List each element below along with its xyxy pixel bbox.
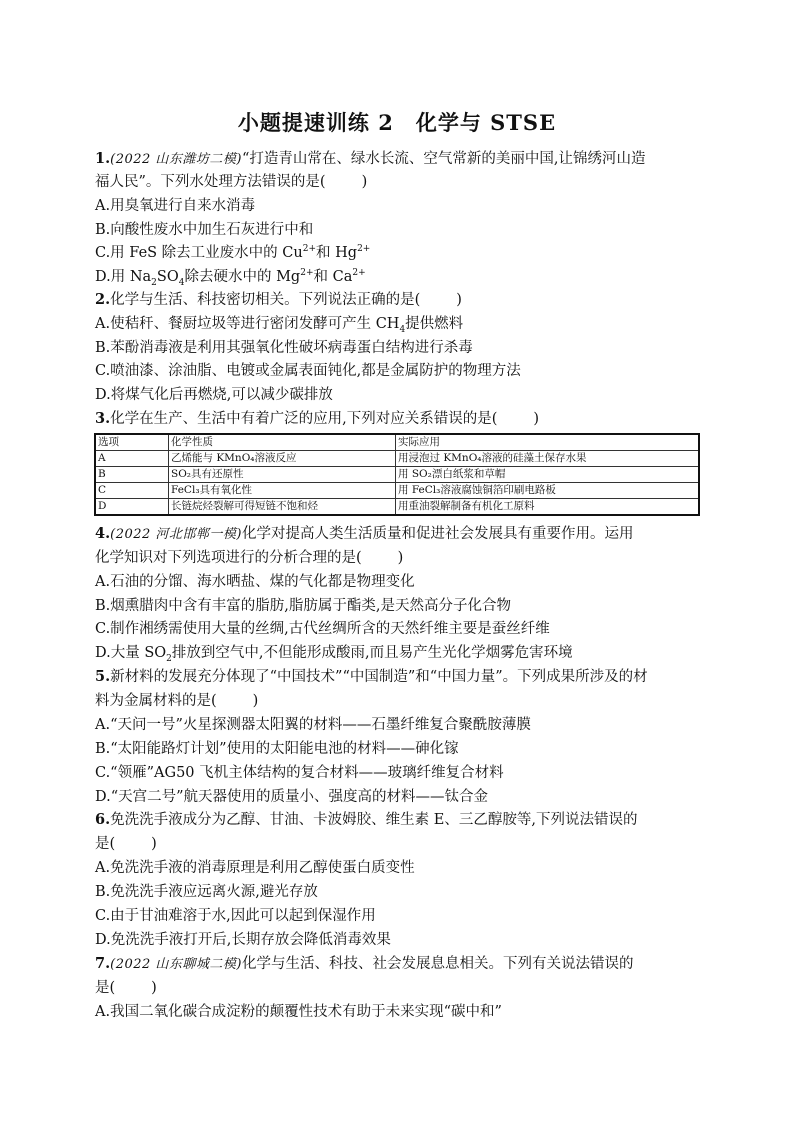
table-cell: B (95, 467, 169, 483)
q4-option-a: A.石油的分馏、海水晒盐、煤的气化都是物理变化 (95, 574, 415, 590)
q1-d-text: 除去硬水中的 Mg (184, 269, 301, 285)
table-header: 选项 (95, 434, 169, 451)
q2-option-b: B.苯酚消毒液是利用其强氧化性破坏病毒蛋白结构进行杀毒 (95, 340, 473, 356)
question-source: (2022 山东聊城二模) (110, 957, 243, 972)
q4-d-text: 排放到空气中,不但能形成酸雨,而且易产生光化学烟雾危害环境 (171, 645, 573, 661)
table-header-row (95, 434, 699, 451)
table-cell: 用重油裂解制备有机化工原料 (396, 499, 700, 516)
q6-option-d: D.免洗洗手液打开后,长期存放会降低消毒效果 (95, 932, 391, 948)
table-cell: 用 SO₂漂白纸浆和草帽 (396, 467, 700, 483)
q6-stem-line1 (95, 810, 637, 830)
q5-option-c: C.“领雁”AG50 飞机主体结构的复合材料——玻璃纤维复合材料 (95, 765, 504, 781)
q1-c-text: 和 Hg (316, 245, 358, 261)
table-row (95, 499, 699, 516)
q1-d-text: 和 Ca (313, 269, 353, 285)
q3-stem-text: 化学在生产、生活中有着广泛的应用,下列对应关系错误的是( (110, 411, 498, 427)
table-cell: 用浸泡过 KMnO₄溶液的硅藻土保存水果 (396, 451, 700, 467)
table-cell: FeCl₃具有氧化性 (169, 483, 396, 499)
table-header: 化学性质 (169, 434, 396, 451)
q1-option-a: A.用臭氧进行自来水消毒 (95, 198, 256, 214)
q1-stem-line2 (95, 172, 367, 192)
q2-option-a (95, 314, 463, 334)
question-number: 1. (95, 150, 111, 167)
question-number: 4. (95, 525, 111, 542)
table-cell: SO₂具有还原性 (169, 467, 396, 483)
q2-a-text: 提供燃料 (405, 316, 464, 332)
q2-option-c: C.喷油漆、涂油脂、电镀或金属表面钝化,都是金属防护的物理方法 (95, 363, 521, 379)
paren-close: ) (151, 836, 157, 852)
q7-stem-text2: 是( (95, 980, 116, 996)
q1-stem-line1 (95, 149, 646, 170)
q6-stem-text1: 免洗洗手液成分为乙醇、甘油、卡波姆胶、维生素 E、三乙醇胺等,下列说法错误的 (110, 812, 638, 828)
q7-option-a: A.我国二氧化碳合成淀粉的颠覆性技术有助于未来实现“碳中和” (95, 1004, 502, 1020)
table-cell: D (95, 499, 169, 516)
charge-sup: 2+ (302, 244, 317, 255)
q6-option-c: C.由于甘油难溶于水,因此可以起到保湿作用 (95, 908, 376, 924)
charge-sup: 2+ (352, 268, 366, 279)
paren-close: ) (252, 693, 259, 709)
q6-option-b: B.免洗洗手液应远离火源,避光存放 (95, 884, 318, 900)
title-topic: 化学与 STSE (415, 110, 557, 135)
page-title (0, 107, 794, 137)
q4-option-d (95, 643, 573, 663)
q4-stem-line2 (95, 548, 403, 568)
q1-option-c (95, 243, 370, 263)
paren-close: ) (533, 411, 540, 427)
paren-close: ) (151, 980, 157, 996)
question-number: 2. (95, 291, 111, 308)
question-number: 7. (95, 955, 111, 972)
table-cell: C (95, 483, 169, 499)
question-number: 3. (95, 410, 111, 427)
q4-stem-text1: 化学对提高人类生活质量和促进社会发展具有重要作用。运用 (242, 526, 634, 542)
q1-c-text: C.用 FeS 除去工业废水中的 Cu (95, 245, 303, 261)
question-source: (2022 山东潍坊二模) (110, 152, 243, 167)
table-cell: 长链烷烃裂解可得短链不饱和烃 (169, 499, 396, 516)
charge-sup: 2+ (357, 244, 371, 255)
q7-stem-line2 (95, 978, 157, 998)
q7-stem-line1 (95, 954, 634, 975)
q5-option-d: D.“天宫二号”航天器使用的质量小、强度高的材料——钛合金 (95, 789, 489, 805)
q2-a-text: A.使秸秆、餐厨垃圾等进行密闭发酵可产生 CH (95, 316, 400, 332)
title-main: 小题提速训练 2 (237, 110, 394, 135)
q5-stem-line2 (95, 691, 258, 711)
table-row (95, 483, 699, 499)
q4-stem-text2: 化学知识对下列选项进行的分析合理的是( (95, 550, 362, 566)
q6-option-a: A.免洗洗手液的消毒原理是利用乙醇使蛋白质变性 (95, 860, 415, 876)
paren-close: ) (456, 292, 462, 308)
q6-stem-line2 (95, 834, 157, 854)
q5-stem-text1: 新材料的发展充分体现了“中国技术”“中国制造”和“中国力量”。下列成果所涉及的材 (110, 669, 648, 685)
q1-option-d (95, 267, 366, 287)
table-cell: 乙烯能与 KMnO₄溶液反应 (169, 451, 396, 467)
q3-stem (95, 409, 539, 429)
question-source: (2022 河北邯郸一模) (110, 527, 243, 542)
q7-stem-text1: 化学与生活、科技、社会发展息息相关。下列有关说法错误的 (242, 956, 634, 972)
table-cell: A (95, 451, 169, 467)
q4-d-text: D.大量 SO (95, 645, 167, 661)
q3-table (94, 433, 700, 516)
q1-stem-text2: 福人民”。下列水处理方法错误的是( (95, 174, 326, 190)
question-number: 6. (95, 811, 111, 828)
table-row (95, 467, 699, 483)
table-cell: 用 FeCl₃溶液腐蚀铜箔印刷电路板 (396, 483, 700, 499)
paren-close: ) (397, 550, 404, 566)
q5-option-a: A.“天问一号”火星探测器太阳翼的材料——石墨纤维复合聚酰胺薄膜 (95, 717, 531, 733)
q2-stem-text: 化学与生活、科技密切相关。下列说法正确的是( (110, 292, 421, 308)
subscript: 2 (166, 653, 172, 664)
subscript: 4 (178, 277, 185, 288)
q5-option-b: B.“太阳能路灯计划”使用的太阳能电池的材料——砷化镓 (95, 741, 459, 757)
q6-stem-text2: 是( (95, 836, 116, 852)
q1-stem-text1: “打造青山常在、绿水长流、空气常新的美丽中国,让锦绣河山造 (242, 151, 646, 167)
q4-option-c: C.制作湘绣需使用大量的丝绸,古代丝绸所含的天然纤维主要是蚕丝纤维 (95, 621, 550, 637)
table-header: 实际应用 (396, 434, 700, 451)
subscript: 2 (151, 277, 157, 288)
question-number: 5. (95, 668, 111, 685)
table-row (95, 451, 699, 467)
q4-option-b: B.烟熏腊肉中含有丰富的脂肪,脂肪属于酯类,是天然高分子化合物 (95, 598, 511, 614)
q1-d-text: D.用 Na (95, 269, 152, 285)
paren-close: ) (361, 174, 368, 190)
q5-stem-line1 (95, 667, 648, 687)
q2-stem (95, 290, 462, 310)
charge-sup: 2+ (300, 268, 314, 279)
q1-option-b: B.向酸性废水中加生石灰进行中和 (95, 222, 314, 238)
q1-d-text: SO (156, 269, 179, 285)
subscript: 4 (399, 324, 406, 335)
q5-stem-text2: 料为金属材料的是( (95, 693, 217, 709)
q4-stem-line1 (95, 524, 634, 545)
q2-option-d: D.将煤气化后再燃烧,可以减少碳排放 (95, 387, 333, 403)
